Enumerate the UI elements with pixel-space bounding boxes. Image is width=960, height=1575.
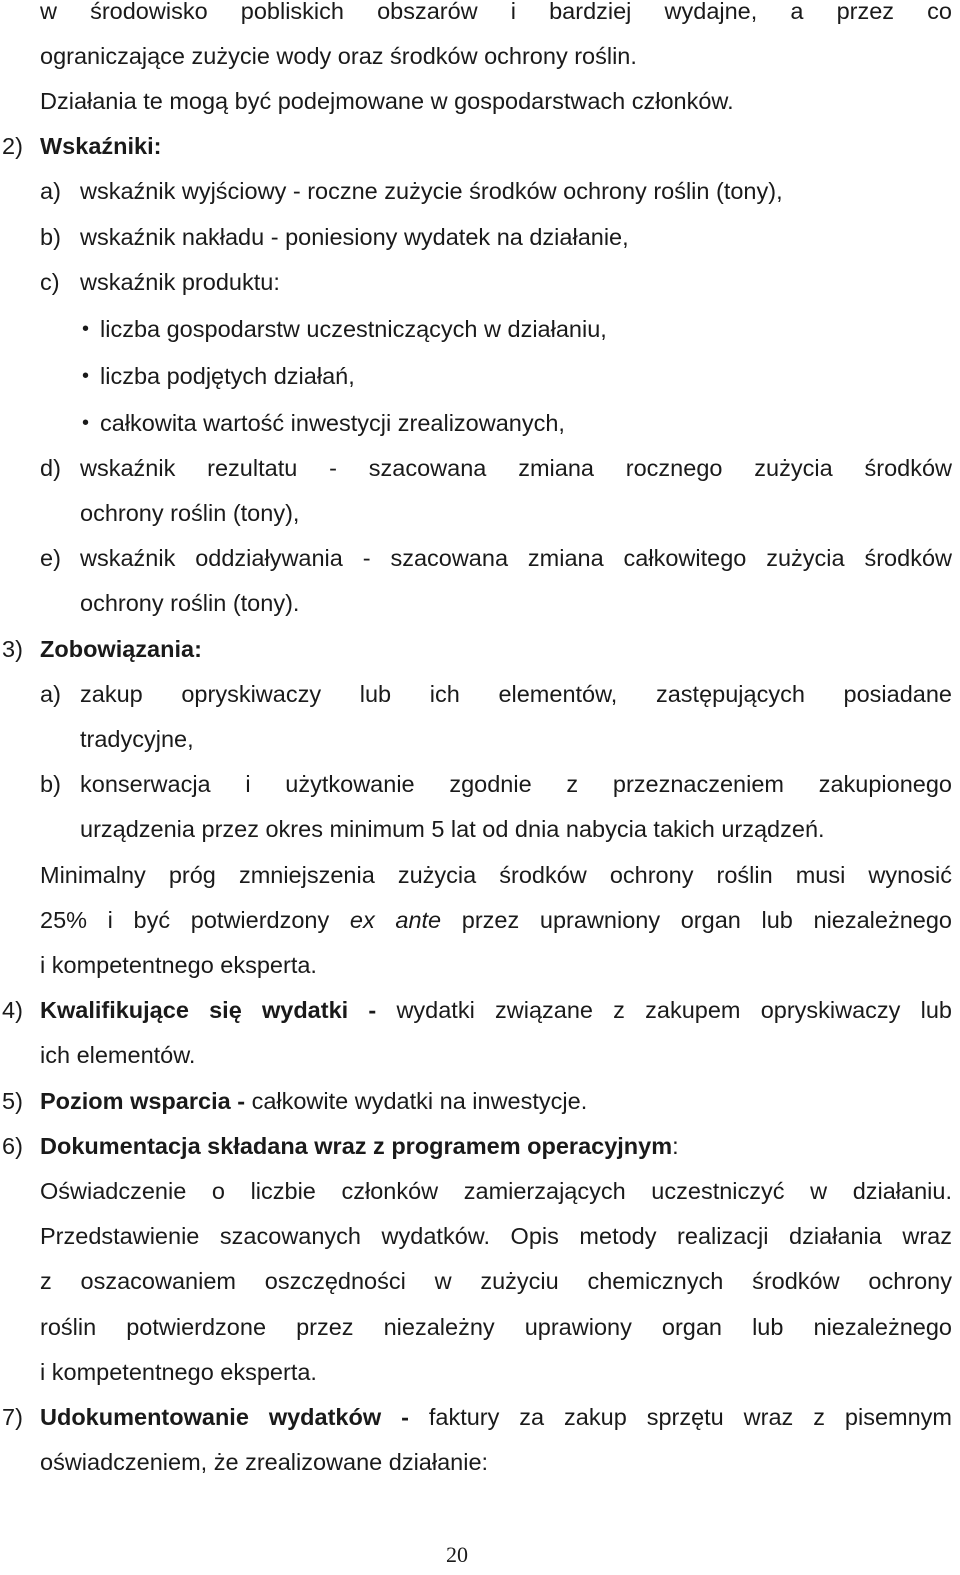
item-label: d) <box>40 455 61 481</box>
section-line <box>40 1087 952 1115</box>
item-text: wskaźnik produktu: <box>80 269 280 295</box>
item-label: e) <box>40 545 61 571</box>
item-label: b) <box>40 771 61 797</box>
item-text: konserwacja i użytkowanie zgodnie z przeznaczeniem zakupionego <box>80 771 952 797</box>
item-text: tradycyjne, <box>80 726 194 752</box>
item-text: wskaźnik oddziaływania - szacowana zmiana całkowitego zużycia środków <box>80 545 952 571</box>
section-number: 3) <box>2 636 23 662</box>
italic-term: ex ante <box>349 907 442 933</box>
bullet-icon: • <box>82 412 90 434</box>
text-segment: faktury za zakup sprzętu wraz z pisemnym <box>428 1404 952 1430</box>
paragraph-line <box>40 906 952 934</box>
paragraph-line: Przedstawienie szacowanych wydatków. Opis metody realizacji działania wraz <box>40 1223 952 1249</box>
text-line: ograniczające zużycie wody oraz środków ochrony roślin. <box>40 43 637 69</box>
bullet-icon: • <box>82 365 90 387</box>
item-text: urządzenia przez okres minimum 5 lat od dnia nabycia takich urządzeń. <box>80 816 825 842</box>
section-line <box>40 1132 952 1160</box>
bullet-text: liczba podjętych działań, <box>100 363 355 389</box>
text-line: ich elementów. <box>40 1042 196 1068</box>
section-title: Wskaźniki: <box>40 133 162 159</box>
text-segment: : <box>672 1133 679 1159</box>
item-text: ochrony roślin (tony). <box>80 590 300 616</box>
section-number: 7) <box>2 1404 23 1430</box>
paragraph-line: Oświadczenie o liczbie członków zamierzających uczestniczyć w działaniu. <box>40 1178 952 1204</box>
paragraph-line: z oszacowaniem oszczędności w zużyciu chemicznych środków ochrony <box>40 1268 952 1294</box>
section-line <box>40 1403 952 1431</box>
text-line: Działania te mogą być podejmowane w gospodarstwach członków. <box>40 88 734 114</box>
item-text: ochrony roślin (tony), <box>80 500 300 526</box>
section-number: 4) <box>2 997 23 1023</box>
item-label: a) <box>40 681 61 707</box>
section-title: Zobowiązania: <box>40 636 202 662</box>
text-segment: przez uprawniony organ lub niezależnego <box>461 907 952 933</box>
item-text: wskaźnik rezultatu - szacowana zmiana rocznego zużycia środków <box>80 455 952 481</box>
item-text: wskaźnik wyjściowy - roczne zużycie środków ochrony roślin (tony), <box>80 178 783 204</box>
text-segment: całkowite wydatki na inwestycje. <box>251 1088 588 1114</box>
item-text: wskaźnik nakładu - poniesiony wydatek na działanie, <box>80 224 629 250</box>
bullet-text: całkowita wartość inwestycji zrealizowanych, <box>100 410 565 436</box>
section-title: Kwalifikujące się wydatki - <box>40 997 377 1023</box>
paragraph-line: roślin potwierdzone przez niezależny uprawiony organ lub niezależnego <box>40 1314 952 1340</box>
paragraph-line: i kompetentnego eksperta. <box>40 952 317 978</box>
paragraph-line: i kompetentnego eksperta. <box>40 1359 317 1385</box>
section-title: Poziom wsparcia - <box>40 1088 246 1114</box>
item-label: c) <box>40 269 60 295</box>
section-number: 5) <box>2 1088 23 1114</box>
text-segment: wydatki związane z zakupem opryskiwaczy lub <box>396 997 952 1023</box>
section-title: Dokumentacja składana wraz z programem operacyjnym <box>40 1133 673 1159</box>
section-number: 6) <box>2 1133 23 1159</box>
bullet-text: liczba gospodarstw uczestniczących w działaniu, <box>100 316 607 342</box>
item-label: b) <box>40 224 61 250</box>
section-number: 2) <box>2 133 23 159</box>
section-title: Udokumentowanie wydatków - <box>40 1404 409 1430</box>
text-segment: 25% i być potwierdzony <box>40 907 330 933</box>
text-line: oświadczeniem, że zrealizowane działanie: <box>40 1449 489 1475</box>
item-label: a) <box>40 178 61 204</box>
page-number: 20 <box>446 1542 468 1567</box>
paragraph-line: Minimalny próg zmniejszenia zużycia środków ochrony roślin musi wynosić <box>40 862 952 888</box>
bullet-icon: • <box>82 318 90 340</box>
text-line: w środowisko pobliskich obszarów i bardziej wydajne, a przez co <box>40 0 952 24</box>
section-line <box>40 996 952 1024</box>
item-text: zakup opryskiwaczy lub ich elementów, zastępujących posiadane <box>80 681 952 707</box>
